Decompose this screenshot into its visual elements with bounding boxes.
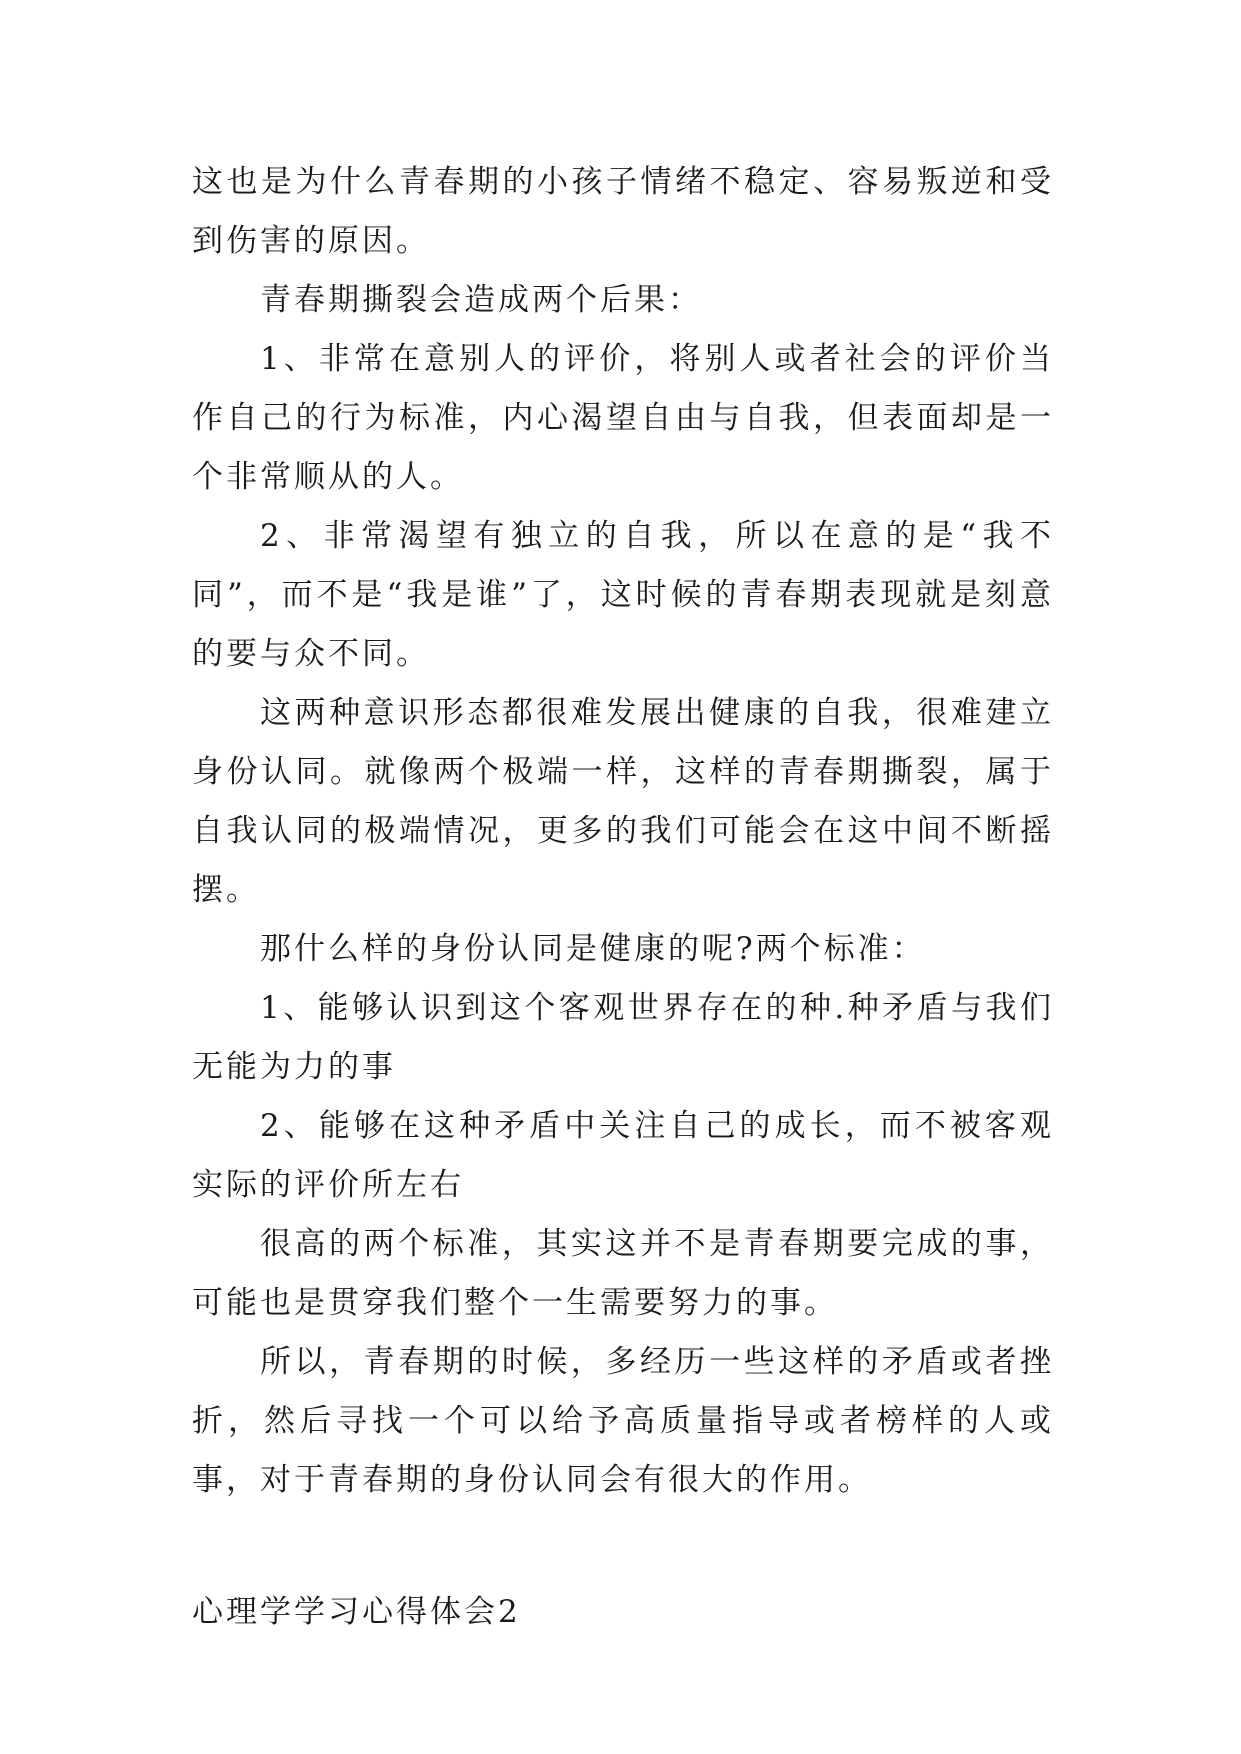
section-heading: 心理学学习心得体会2 bbox=[192, 1594, 521, 1630]
paragraph: 2、非常渴望有独立的自我，所以在意的是“我不同”，而不是“我是谁”了，这时候的青春期表现就是刻意的要与众不同。 bbox=[192, 518, 1054, 672]
paragraph: 所以，青春期的时候，多经历一些这样的矛盾或者挫折，然后寻找一个可以给予高质量指导或者榜样的人或事，对于青春期的身份认同会有很大的作用。 bbox=[192, 1344, 1054, 1498]
paragraph: 青春期撕裂会造成两个后果： bbox=[260, 282, 702, 318]
paragraph: 这也是为什么青春期的小孩子情绪不稳定、容易叛逆和受到伤害的原因。 bbox=[192, 164, 1054, 259]
paragraph: 那什么样的身份认同是健康的呢?两个标准： bbox=[260, 931, 926, 967]
paragraph: 1、非常在意别人的评价，将别人或者社会的评价当作自己的行为标准，内心渴望自由与自我，但表面却是一个非常顺从的人。 bbox=[192, 341, 1054, 495]
paragraph: 2、能够在这种矛盾中关注自己的成长，而不被客观实际的评价所左右 bbox=[192, 1108, 1054, 1203]
paragraph: 这两种意识形态都很难发展出健康的自我，很难建立身份认同。就像两个极端一样，这样的青春期撕裂，属于自我认同的极端情况，更多的我们可能会在这中间不断摇摆。 bbox=[192, 695, 1054, 908]
paragraph: 很高的两个标准，其实这并不是青春期要完成的事，可能也是贯穿我们整个一生需要努力的事。 bbox=[192, 1226, 1054, 1321]
document-body bbox=[192, 153, 1054, 1642]
paragraph: 1、能够认识到这个客观世界存在的种.种矛盾与我们无能为力的事 bbox=[192, 990, 1054, 1085]
